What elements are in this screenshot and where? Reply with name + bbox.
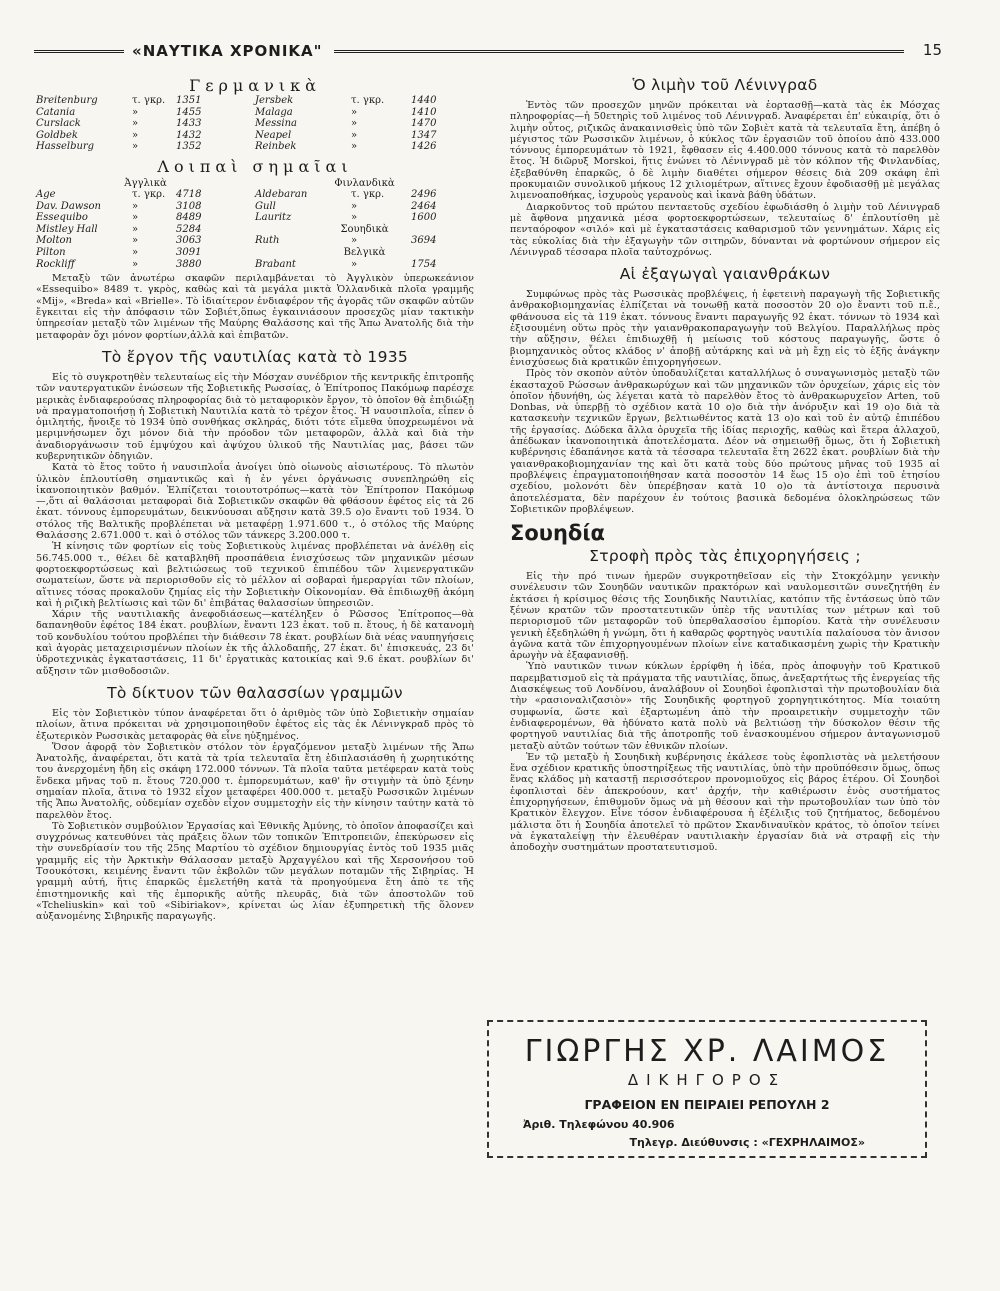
ship-row <box>36 107 255 119</box>
category-english: Ἀγγλικὰ <box>124 177 167 189</box>
ship-unit: » <box>132 200 139 212</box>
ship-row <box>255 201 474 213</box>
ship-row <box>36 212 255 224</box>
ship-tonnage: 1351 <box>176 95 202 106</box>
right-column <box>510 76 940 854</box>
ship-row <box>36 130 255 142</box>
article-paragraph: Διαρκοῦντος τοῦ πρώτου πενταετοῦς σχεδίου ἐφωδιάσθη ὁ λιμὴν τοῦ Λένινγραδ μὲ ἄφθονα μηχανικὰ μέσα φορτοεκφορτώσεων, τελευταίως δ' ἐπλουτίσθη μὲ πενταόροφον «σιλό» καὶ μὲ ἐγκαταστάσεις καθαρισμοῦ τῶν γεννημάτων. Χάρις εἰς τὰς εὐκολίας διὰ τὴν ἐξαγωγὴν τῶν σιτηρῶν, δύνανται νὰ φορτώνουν σήμερον εἰς Λένινγραδ τέσσαρα πλοῖα ταὐτοχρόνως. <box>510 201 940 258</box>
ship-unit: » <box>351 106 358 118</box>
article-paragraph: Εἰς τὸ συγκροτηθὲν τελευταίως εἰς τὴν Μόσχαν συνέδριον τῆς κεντρικῆς ἐπιτροπῆς τῶν ναυτεργατικῶν ἑνώσεων τῆς Σοβιετικῆς Ρωσσίας, ὁ Ἐπίτροπος Πακόμωφ παρέσχε μερικὰς ἐνδιαφερούσας πληροφορίας διὰ τὸ μεταφορικὸν ἔργον, τὸ ὁποῖον θὰ ἐπιδιώξῃ νὰ πραγματοποιήσῃ ἡ Σοβιετικὴ Ναυτιλία κατὰ τὸ τρέχον ἔτος. Ἡ ναυσιπλοΐα, εἶπεν ὁ ὁμιλητής, ἤνοιξε τὸ 1934 ὑπὸ συνθήκας σκληράς, διότι τότε εἴμεθα ὑποχρεωμένοι νὰ μεριμνήσωμεν ὄχι μόνον διὰ τὴν πρόοδον τῶν μεταφορῶν, ἀλλὰ καὶ διὰ τὴν ἀναδιοργάνωσιν τοῦ ἐμψύχου καὶ ἀψύχου ὑλικοῦ τῆς Ναυτιλίας μας, βάσει τῶν κυβερνητικῶν ὁδηγιῶν. <box>36 371 474 462</box>
finnish-ships <box>255 189 474 224</box>
ship-row <box>255 130 474 142</box>
ship-name: Molton <box>36 235 72 247</box>
ship-row <box>36 189 255 201</box>
ship-row <box>255 259 474 271</box>
category-swedish: Σουηδικὰ <box>340 223 389 235</box>
article-paragraph: Εἰς τὸν Σοβιετικὸν τύπον ἀναφέρεται ὅτι ὁ ἀριθμὸς τῶν ὑπὸ Σοβιετικὴν σημαίαν πλοίων, ἅτινα πρόκειται νὰ χρησιμοποιηθοῦν ἐφέτος εἰς τὰς ἐκ Λένινγκραδ πρὸς τὸ ἐξωτερικὸν Ρωσσικὰς μεταφορὰς θὰ εἶνε ηὐξημένος. <box>36 707 474 742</box>
ship-name: Neapel <box>255 129 292 141</box>
page-number: 15 <box>922 41 942 59</box>
section-heading-shipping-1935: Τὸ ἔργον τῆς ναυτιλίας κατὰ τὸ 1935 <box>101 347 409 366</box>
ship-tonnage: 5284 <box>176 223 202 235</box>
ship-name: Brabant <box>255 258 296 270</box>
section-body-leningrad-port <box>510 100 940 258</box>
section-body-sea-lines <box>36 708 474 923</box>
ad-role: ΔΙΚΗΓΟΡΟΣ <box>627 1071 787 1089</box>
germany-ships-right <box>255 95 474 153</box>
ship-name: Catania <box>36 106 76 118</box>
section-body-coal-exports <box>510 289 940 515</box>
ad-phone: Ἀριθ. Τηλεφώνου 40.906 <box>523 1118 675 1131</box>
ship-tonnage: 1410 <box>411 106 437 118</box>
ship-tonnage: 1600 <box>411 212 437 224</box>
ship-name: Hasselburg <box>36 141 95 153</box>
ship-name: Age <box>36 188 56 200</box>
article-paragraph: Πρὸς τὸν σκοπὸν αὐτὸν ὑποδαυλίζεται καταλλήλως ὁ συναγωνισμὸς μεταξὺ τῶν ἑκασταχοῦ Ρώσσων ἀνθρακωρύχων καὶ τῶν μηχανικῶν τῶν ὀρυχείων, χάρις εἰς τὸν ὁποῖον ἠδυνήθη, ὡς λέγεται κατὰ τὸ παρελθὸν ἔτος τὸ ἀνθρακωρυχεῖον Arten, τοῦ Donbas, νὰ ὑπερβῇ τὸ σχέδιον κατὰ 10 ο)ο διὰ τὴν ἀνόρυξιν καὶ 19 ο)ο διὰ τὰ κατασκευὴν τεχνικῶν ἔργων, βελτιωθέντος κατὰ 13 ο)ο καὶ τοῦ ἐν αὐτῷ ἐπιπέδου τῆς ἐργασίας. Δώδεκα ἄλλα ὀρυχεῖα τῆς ἰδίας περιοχῆς, καθὼς καὶ ἕτερα ἀλλαχοῦ, ἀπέδωκαν ἱκανοποιητικὰ ἀποτελέσματα. Δέον νὰ σημειωθῇ ὅμως, ὅτι ἡ Σοβιετικὴ κυβέρνησις ἐδαπάνησε κατὰ τὰ τέσσαρα τελευταῖα ἔτη 2622 ἑκατ. ρουβλίων διὰ τὴν γαιανθρακοβιομηχανίαν της καὶ ὅτι κατὰ τοὺς δύο πρώτους μῆνας τοῦ 1935 αἱ προβλέψεις ἐπραγματοποιήθησαν κατὰ ποσοστὸν 14 ἕως 15 ο)ο ἐπὶ τοῦ ἐτησίου σχεδίου, μολονότι δὲν ὑπερέβησαν κατὰ 10 ο)ο τὰ ἀντίστοιχα περυσινὰ ἀποτελέσματα, δὲν παρέχουν ἐν τούτοις βασιικὰ δεδομένα ὁλοκληρώσεως τῶν Σοβιετικῶν προβλέψεων. <box>510 368 940 515</box>
ship-unit: » <box>351 129 358 141</box>
ship-name: Reinbek <box>255 141 297 153</box>
ship-unit: » <box>351 200 358 212</box>
ship-tonnage: 1440 <box>411 95 437 106</box>
article-paragraph: Ἡ κίνησις τῶν φορτίων εἰς τοὺς Σοβιετικοὺς λιμένας προβλέπεται νὰ ἀνέλθῃ εἰς 56.745.000 τ., θέλει δὲ καταβληθῆ προσπάθεια ἐνισχύσεως τῶν μηχανικῶν μέσων φορτοεκφορτώσεως καὶ βελτιώσεως τοῦ τεχνικοῦ ἐπιπέδου τῶν λιμενεργατικῶν σωματείων, ὥστε νὰ περιορισθοῦν εἰς τὸ μέλλον αἱ σοβαραὶ ἡμεραργίαι τῶν πλοίων, αἵτινες τόσας προκαλοῦν ζημίας εἰς τὴν Σοβιετικὴν Οἰκονομίαν. Θὰ ἐπιδιωχθῇ ἀκόμη καὶ ἡ ριζικὴ βελτίωσις καὶ τῶν δι' ἐπιβάτας θαλασσίων ὑπηρεσιῶν. <box>36 541 474 609</box>
ship-name: Dav. Dawson <box>36 200 101 212</box>
ad-office: ΓΡΑΦΕΙΟΝ ΕΝ ΠΕΙΡΑΙΕΙ ΡΕΠΟΥΛΗ 2 <box>584 1097 830 1112</box>
others-categories <box>36 178 474 189</box>
ship-tonnage: 1352 <box>176 141 202 153</box>
ship-unit: » <box>132 141 139 153</box>
section-subheading-subsidies: Στροφὴ πρὸς τὰς ἐπιχορηγήσεις ; <box>589 547 861 566</box>
ship-name: Gull <box>255 200 276 212</box>
ship-row <box>36 201 255 213</box>
section-heading-coal-exports: Αἱ ἐξαγωγαὶ γαιανθράκων <box>619 265 831 284</box>
ship-unit: » <box>132 129 139 141</box>
belgian-ships <box>255 259 474 271</box>
article-paragraph: Κατὰ τὸ ἔτος τοῦτο ἡ ναυσιπλοΐα ἀνοίγει ὑπὸ οἰωνοὺς αἰσιωτέρους. Τὸ πλωτὸν ὑλικὸν ἐπλουτίσθη σημαντικῶς καὶ ἡ ἐν γένει ὀργάνωσις συνεπληρώθη εἰς ἱκανοποιητικὸν βαθμόν. Ἐλπίζεται τοιουτοτρόπως—κατὰ τὸν Ἐπίτροπον Πακόμωφ—,ὅτι αἱ θαλάσσιαι μεταφοραὶ διὰ Σοβιετικῶν σκαφῶν θὰ φθάσουν ἐφέτος εἰς τὰ 26 ἑκατ. τόννους ἐμπορευμάτων, δεικνύουσαι αὔξησιν κατὰ 39.5 ο)ο ἔναντι τοῦ 1934. Ὁ στόλος τῆς Βαλτικῆς προβλέπεται νὰ μεταφέρῃ 1.971.600 τ., ὁ στόλος τῆς Μαύρης Θαλάσσης 2.671.000 τ. καὶ ὁ στόλος τῶν τάνκερς 3.200.000 τ. <box>36 462 474 542</box>
ship-row <box>255 107 474 119</box>
ship-tonnage: 1347 <box>411 129 437 141</box>
ship-row <box>36 141 255 153</box>
section-heading-sweden: Σουηδία <box>510 521 605 546</box>
header-rule-left <box>34 50 124 56</box>
ship-tonnage: 3063 <box>176 235 202 247</box>
section-body-sweden <box>510 571 940 853</box>
english-ships <box>36 189 255 270</box>
ship-row <box>255 141 474 153</box>
header-rule-right <box>334 50 904 56</box>
ship-unit: » <box>351 141 358 153</box>
ship-row <box>36 247 255 259</box>
ship-unit: » <box>132 106 139 118</box>
ship-unit: τ. γκρ. <box>132 95 166 106</box>
article-paragraph: Ἐντὸς τῶν προσεχῶν μηνῶν πρόκειται νὰ ἑορτασθῇ—κατὰ τὰς ἐκ Μόσχας πληροφορίας—ἡ 50ετηρὶς τοῦ λιμένος τοῦ Λένινγραδ. Ἀναφέρεται ἐπ' εὐκαιρίᾳ, ὅτι ὁ λιμὴν οὗτος, ριζικῶς ἀνακαινισθεὶς ὑπὸ τῶν Σοβιὲτ κατὰ τὰ τελευταῖα ἔτη, ἀπέβη ὁ μέγιστος τῶν Ρωσσικῶν λιμένων, ὁ κύκλος τῶν ἐργασιῶν τοῦ ὁποίου ἀπὸ 433.000 τόννους ἐμπορευμάτων τὸ 1921, ἔφθασεν εἰς 4.400.000 τόννους κατὰ τὸ παρελθὸν ἔτος. Ἡ διῶρυξ Morskoi, ἥτις ἑνώνει τὸ Λένινγραδ μὲ τὸν κόλπον τῆς Φινλανδίας, ἐξεβαθύνθη ἐπαρκῶς, ὁ δὲ λιμὴν διαθέτει σήμερον θέσεις διὰ 209 σκάφη ἐπὶ προκυμαιῶν συνολικοῦ μήκους 12 χιλιομέτρων, αἵτινες ἔχουν ἐφοδιασθῇ μὲ μεγάλας λιμενοαποθήκας, ἰσχυροὺς γερανοὺς καὶ ἱκανὰ βάθη ὑδάτων. <box>510 100 940 202</box>
ship-unit: » <box>132 212 139 224</box>
ship-unit: » <box>132 223 139 235</box>
others-ships-right <box>255 189 474 270</box>
article-paragraph: Εἰς τὴν πρό τινων ἡμερῶν συγκροτηθεῖσαν εἰς τὴν Στοκχόλμην γενικὴν συνέλευσιν τῶν Σουηδῶν ναυτικῶν πρακτόρων καὶ ναυλομεσιτῶν συνεζητήθη ἐν ἐκτάσει ἡ κρίσιμος θέσις τῆς Σουηδικῆς Ναυτιλίας, κατόπιν τῆς ἐντάσεως ὑπὸ τῶν ξένων κρατῶν τῶν προστατευτικῶν ὑπὲρ τῆς ναυτιλίας των μέτρων καὶ τοῦ περιορισμοῦ τῶν μεταφορῶν τοῦ ὑπερθαλασσίου ἐμπορίου. Κατὰ τὴν συνέλευσιν γενικὴ ἐξεδηλώθη ἡ γνώμη, ὅτι ἡ καθαρῶς φορτηγὸς ναυτιλία παλαίουσα τὸν ἄνισον ἀγῶνα κατὰ τῶν ἐπιχορηγουμένων πλοίων εἶνε καταδικασμένη χωρὶς τὴν Κρατικὴν ἀρωγὴν νὰ ἐξαφανισθῇ. <box>510 571 940 662</box>
article-paragraph: Ὑπὸ ναυτικῶν τινων κύκλων ἐρρίφθη ἡ ἰδέα, πρὸς ἀποφυγὴν τοῦ Κρατικοῦ παρεμβατισμοῦ εἰς τὰ πράγματα τῆς ναυτιλίας, ὅπως, ἀνεξαρτήτως τῆς ἐνεργείας τῆς Διασκέψεως τοῦ Λονδίνου, ἀναλάβουν οἱ Σουηδοὶ ἐφοπλισταὶ τὴν πρωτοβουλίαν διὰ τὴν «ρασιοναλιζασιὸν» τῆς Σουηδικῆς φορτηγοῦ χορηγητικότητος. Μία τοιαύτη συμφωνία, ὥστε καὶ ἐξαρτωμένη ἀπὸ τὴν προαιρετικὴν συμμετοχὴν τῶν ἐνδιαφερομένων, θὰ ἠδύνατο κατὰ πολὺ νὰ βελτιώσῃ τὴν δύσκολον θέσιν τῆς φορτηγοῦ ναυτιλίας διὰ τῆς ἀποτροπῆς τοῦ ἐνασκουμένου σήμερον ἀνταγωνισμοῦ μεταξὺ αὐτῶν τούτων τῶν ἐθνικῶν πλοίων. <box>510 661 940 752</box>
ship-name: Pilton <box>36 246 66 258</box>
section-heading-leningrad-port: Ὁ λιμὴν τοῦ Λένινγραδ <box>632 76 818 94</box>
ship-unit: » <box>132 235 139 247</box>
publication-title: «ΝΑΥΤΙΚΑ ΧΡΟΝΙΚΑ" <box>132 42 323 60</box>
ship-tonnage: 4718 <box>176 188 202 200</box>
ship-name: Curslack <box>36 118 81 130</box>
ship-row <box>36 95 255 107</box>
ship-tonnage: 1432 <box>176 129 202 141</box>
ad-name: ΓΙΩΡΓΗΣ ΧΡ. ΛΑΙΜΟΣ <box>524 1034 890 1069</box>
swedish-ships <box>255 235 474 247</box>
ship-row <box>255 212 474 224</box>
germany-ships-table <box>36 95 474 153</box>
ship-name: Essequibo <box>36 212 88 224</box>
germany-ships-left <box>36 95 255 153</box>
ship-unit: » <box>351 118 358 130</box>
ship-tonnage: 1426 <box>411 141 437 153</box>
ship-tonnage: 3880 <box>176 258 202 270</box>
ship-name: Ruth <box>255 235 280 247</box>
ship-row <box>36 224 255 236</box>
category-belgian: Βελγικὰ <box>343 246 386 258</box>
ship-name: Breitenburg <box>36 95 98 106</box>
page-header <box>34 41 942 66</box>
ship-name: Jersbek <box>255 95 294 106</box>
article-paragraph: Συμφώνως πρὸς τὰς Ρωσσικὰς προβλέψεις, ἡ ἐφετεινὴ παραγωγὴ τῆς Σοβιετικῆς ἀνθρακοβιομηχανίας ἐλπίζεται νὰ τονωθῇ κατὰ ποσοστὸν 20 ο)ο ἔναντι τοῦ π.ἔ., φθάνουσα εἰς τὰ 119 ἑκατ. τόννους ἔναντι παραγωγῆς 92 ἑκατ. τόννων τὸ 1934 καὶ ἐξισουμένη οὕτω πρὸς τὴν γαιανθρακοπαραγωγὴν τοῦ Βελγίου. Παραλλήλως πρὸς τὴν αὔξησιν, θέλει ἐπιδιωχθῇ ἡ μείωσις τοῦ κόστους παραγωγῆς, ὥστε ὁ βιομηχανικὸς οὗτος κλάδος ν' ἀποβῇ αὐτάρκης καὶ νὰ μὴ ἔχῃ εἰς τὸ ἑξῆς ἀνάγκην ἐνισχύσεως διὰ κρατικῶν ἐπιχορηγήσεων. <box>510 289 940 368</box>
ship-tonnage: 3091 <box>176 246 202 258</box>
ship-tonnage: 8489 <box>176 212 202 224</box>
ship-unit: τ. γκρ. <box>351 188 385 200</box>
ship-unit: » <box>132 246 139 258</box>
ship-unit: » <box>351 258 358 270</box>
ship-row <box>255 235 474 247</box>
article-paragraph: Ὅσον ἀφορᾷ τὸν Σοβιετικὸν στόλον τὸν ἐργαζόμενον μεταξὺ λιμένων τῆς Ἄπω Ἀνατολῆς, ἀναφέρεται, ὅτι κατὰ τὰ τρία τελευταῖα ἔτη ἐδιπλασιάσθη ἡ χωρητικότης του ἀνερχομένη ἤδη εἰς σκάφη 172.000 τόννων. Τὰ πλοῖα ταῦτα μετέφεραν κατὰ τοὺς ἕνδεκα μῆνας τοῦ π. ἔτους 720.000 τ. ἐμπορευμάτων, καθ' ἣν στιγμὴν τὰ ὑπὸ ξένην σημαίαν πλοῖα, ἅτινα τὸ 1932 εἶχον μεταφέρει 400.000 τ. μεταξὺ Ρωσσικῶν λιμένων τῆς Ἄπω Ἀνατολῆς, οὐδεμίαν σχεδὸν εἶχον συμμετοχὴν εἰς τὴν κίνησιν ταύτην κατὰ τὸ παρελθὸν ἔτος. <box>36 741 474 821</box>
ship-row <box>255 95 474 107</box>
intro-paragraph: Μεταξὺ τῶν ἀνωτέρω σκαφῶν περιλαμβάνεται τὸ Ἀγγλικὸν ὑπερωκεάνιον «Essequibo» 8489 τ. γκρὸς, καθὼς καὶ τὰ μεγάλα μικτὰ Ὁλλανδικὰ πλοῖα γραμμῆς «Mij», «Breda» καὶ «Brielle». Τὸ ἰδιαίτερον ἐνδιαφέρον τῆς ἀγορᾶς τῶν σκαφῶν αὐτῶν ἔγκειται εἰς τὴν ἀπόφασιν τῶν Σοβιέτ,ὅπως ἐγκαινιάσουν προσεχῶς μίαν τακτικὴν ὑπηρεσίαν μεταξὺ τῶν λιμένων τῆς Μαύρης Θαλάσσης καὶ τῆς Ἄπω Ἀνατολῆς διὰ τὴν μεταφορὰν ὄχι μόνον φορτίων,ἀλλὰ καὶ ἐπιβατῶν. <box>36 273 474 341</box>
ship-name: Goldbek <box>36 129 78 141</box>
lawyer-advertisement <box>487 1020 927 1158</box>
ship-tonnage: 1754 <box>411 258 437 270</box>
section-body-shipping-1935 <box>36 372 474 677</box>
ship-unit: » <box>351 235 358 247</box>
ship-row <box>36 235 255 247</box>
ship-tonnage: 3108 <box>176 200 202 212</box>
article-paragraph: Τὸ Σοβιετικὸν συμβούλιον Ἐργασίας καὶ Ἐθνικῆς Ἀμύνης, τὸ ὁποῖον ἀποφασίζει καὶ συγχρόνως κατευθύνει τὰς πράξεις ὅλων τῶν τοπικῶν Ἐπιτροπειῶν, ἐπεκύρωσεν εἰς τὴν συνεδρίασίν του τῆς 25ης Μαρτίου τὸ σχέδιον δημιουργίας ἐντὸς τοῦ 1935 μιᾶς γραμμῆς εἰς τὴν Ἀρκτικὴν Θάλασσαν μεταξὺ Ἀρχαγγέλου καὶ τῆς Χερσονήσου τοῦ Τσουκότσκι, κειμένης ἔναντι τῶν ἐκβολῶν τῶν μεγάλων ποταμῶν τῆς Σιβηρίας. Ἡ γραμμὴ αὐτή, ἥτις ἐπαρκῶς ἐμελετήθη κατὰ τὰ προηγούμενα ἔτη ἀπὸ τε τῆς ἐπιστημονικῆς καὶ τῆς ἐμπορικῆς αὐτῆς πλευρᾶς, διὰ τῶν ἀποστολῶν τοῦ «Tcheliuskin» καὶ τοῦ «Sibiriakov», κρίνεται ὡς λίαν ἐξυπηρετικὴ τῆς ὅλονεν αὐξανομένης Σιβηρικῆς παραγωγῆς. <box>36 820 474 923</box>
ship-row <box>36 118 255 130</box>
ship-name: Malaga <box>255 106 293 118</box>
ad-telegram: Τηλεγρ. Διεύθυνσις : «ΓΕΧΡΗΛΑΙΜΟΣ» <box>629 1136 865 1149</box>
ship-tonnage: 1470 <box>411 118 437 130</box>
article-paragraph: Χάριν τῆς ναυτιλιακῆς ἀνεφοδιάσεως—κατέληξεν ὁ Ρῶσσος Ἐπίτροπος—θὰ δαπανηθοῦν ἐφέτος 184 ἑκατ. ρουβλίων, ἔναντι 123 ἑκατ. τοῦ π. ἔτους, ἡ δὲ κατανομὴ τοῦ κονδυλίου τούτου προβλέπει τὴν διάθεσιν 78 ἑκατ. ρουβλίων διὰ νέας ναυπηγήσεις καὶ ἀγορὰς μεταχειρισμένων πλοίων ἐκ τῆς ἀλλοδαπῆς, 27 ἑκατ. δι' ἐπισκευάς, 23 δι' ὑδροτεχνικὰς ἐγκαταστάσεις, 11 δι' ἐργατικὰς κατοικίας καὶ 9.6 ἑκατ. ρουβλίων δι' αὔξησιν τῶν μισθοδοσιῶν. <box>36 609 474 677</box>
ship-row <box>255 118 474 130</box>
germany-heading: Γερμανικὰ <box>189 76 321 95</box>
ship-tonnage: 3694 <box>411 235 437 247</box>
ship-unit: » <box>351 212 358 224</box>
article-paragraph: Ἐν τῷ μεταξὺ ἡ Σουηδικὴ κυβέρνησις ἐκάλεσε τοὺς ἐφοπλιστὰς νὰ μελετήσουν ἕνα σχέδιον κρατικῆς ὑποστηρίξεως τῆς ναυτιλίας, ὑπὸ τὴν προϋπόθεσιν ὅμως, ὅπως ἕνας κλάδος μὴ καταστῇ περισσότερον προνομιοῦχος εἰς βάρος ἑτέρου. Οἱ Σουηδοὶ ἐφοπλισταὶ δὲν ἀπεκρούουν, κατ' ἀρχήν, τὴν καθιέρωσιν ἑνὸς συστήματος ἐπιχορηγήσεων, ἐπιθυμοῦν ὅμως νὰ μὴ θέσουν καὶ τὴν πρωτοβουλίαν των ὑπὸ τὸν Κρατικὸν ἔλεγχον. Εἶνε τόσον ἐνδιαφέρουσα ἡ ἐξέλιξις τοῦ ζητήματος, δεδομένου μάλιστα ὅτι ἡ Σουηδία ἀποτελεῖ τὸ πρῶτον Σκανδιναυϊκὸν κράτος, τὸ ὁποῖον τείνει νὰ ἐγκαταλείψῃ τὴν ἐλευθέραν ναυτιλιακὴν ἐργασίαν διὰ νὰ στραφῇ εἰς τὴν ἀποδοχὴν συστημάτων προστατευτισμοῦ. <box>510 751 940 854</box>
ship-name: Mistley Hall <box>36 223 98 235</box>
ship-row <box>255 189 474 201</box>
ship-tonnage: 2496 <box>411 188 437 200</box>
ship-unit: τ. γκρ. <box>351 95 385 106</box>
others-ships-table <box>36 189 474 270</box>
ship-name: Rockliff <box>36 258 75 270</box>
ship-tonnage: 1433 <box>176 118 202 130</box>
ship-unit: » <box>132 258 139 270</box>
left-column <box>36 76 474 923</box>
ship-row <box>36 259 255 271</box>
ship-unit: » <box>132 118 139 130</box>
ship-name: Aldebaran <box>255 188 308 200</box>
ship-tonnage: 2464 <box>411 200 437 212</box>
ship-name: Lauritz <box>255 212 292 224</box>
others-heading: Λοιπαὶ σημαῖαι <box>157 156 353 176</box>
section-heading-sea-lines: Τὸ δίκτυον τῶν θαλασσίων γραμμῶν <box>107 683 403 702</box>
category-finnish: Φινλανδικὰ <box>334 177 395 189</box>
ship-tonnage: 1455 <box>176 106 202 118</box>
ship-unit: τ. γκρ. <box>132 188 166 200</box>
ship-name: Messina <box>255 118 298 130</box>
